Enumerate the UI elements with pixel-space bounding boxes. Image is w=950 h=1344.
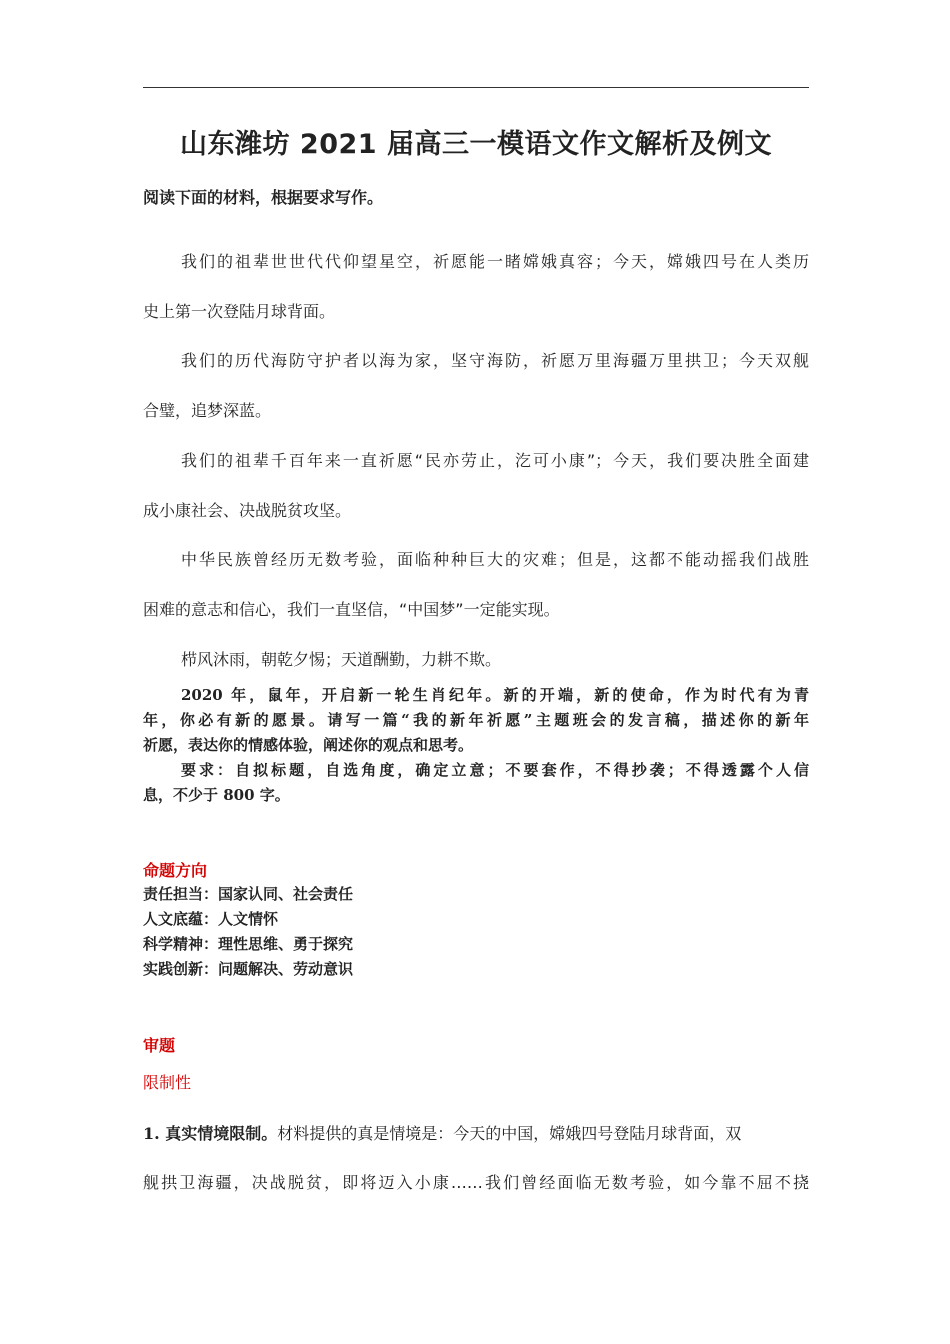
material-paragraph-3-line-1: 我们的祖辈千百年来一直祈愿“民亦劳止，汔可小康”；今天，我们要决胜全面建 bbox=[181, 451, 809, 470]
instruction-text: 阅读下面的材料，根据要求写作。 bbox=[143, 188, 384, 207]
task-line-1: 2020 年，鼠年，开启新一轮生肖纪年。新的开端，新的使命，作为时代有为青 bbox=[181, 686, 809, 704]
review-heading: 审题 bbox=[143, 1036, 176, 1055]
material-paragraph-2-line-1: 我们的历代海防守护者以海为家，坚守海防，祈愿万里海疆万里拱卫；今天双舰 bbox=[181, 351, 809, 370]
review-paragraph-1-line-1 bbox=[143, 1121, 809, 1144]
review-paragraph-1-label: 1. 真实情境限制。 bbox=[143, 1124, 278, 1143]
material-paragraph-1-line-1: 我们的祖辈世世代代仰望星空，祈愿能一睹嫦娥真容；今天，嫦娥四号在人类历 bbox=[181, 252, 809, 271]
direction-heading: 命题方向 bbox=[143, 861, 208, 880]
material-paragraph-4-line-2: 困难的意志和信心，我们一直坚信，“中国梦”一定能实现。 bbox=[143, 600, 560, 619]
task-line-3: 祈愿，表达你的情感体验，阐述你的观点和思考。 bbox=[143, 736, 474, 754]
review-paragraph-1-line-2: 舰拱卫海疆，决战脱贫，即将迈入小康……我们曾经面临无数考验，如今靠不屈不挠 bbox=[143, 1173, 809, 1192]
direction-item-4: 实践创新：问题解决、劳动意识 bbox=[143, 960, 354, 978]
direction-item-2: 人文底蕴：人文情怀 bbox=[143, 910, 279, 928]
review-paragraph-1-text: 材料提供的真是情境是：今天的中国，嫦娥四号登陆月球背面，双 bbox=[277, 1124, 742, 1143]
material-paragraph-2-line-2: 合璧，追梦深蓝。 bbox=[143, 401, 272, 420]
material-paragraph-3-line-2: 成小康社会、决战脱贫攻坚。 bbox=[143, 501, 352, 520]
material-paragraph-1-line-2: 史上第一次登陆月球背面。 bbox=[143, 302, 336, 321]
material-paragraph-4-line-1: 中华民族曾经历无数考验，面临种种巨大的灾难；但是，这都不能动摇我们战胜 bbox=[181, 550, 809, 569]
task-line-2: 年，你必有新的愿景。请写一篇“我的新年祈愿”主题班会的发言稿，描述你的新年 bbox=[143, 711, 809, 729]
top-rule bbox=[143, 87, 809, 88]
requirement-line-2: 息，不少于 800 字。 bbox=[143, 786, 290, 804]
direction-item-1: 责任担当：国家认同、社会责任 bbox=[143, 885, 354, 903]
direction-item-3: 科学精神：理性思维、勇于探究 bbox=[143, 935, 354, 953]
material-paragraph-5: 栉风沐雨，朝乾夕惕；天道酬勤，力耕不欺。 bbox=[181, 650, 502, 669]
review-subheading: 限制性 bbox=[143, 1073, 192, 1092]
requirement-line-1: 要求：自拟标题，自选角度，确定立意；不要套作，不得抄袭；不得透露个人信 bbox=[181, 761, 809, 779]
document-title: 山东潍坊 2021 届高三一模语文作文解析及例文 bbox=[180, 129, 772, 160]
